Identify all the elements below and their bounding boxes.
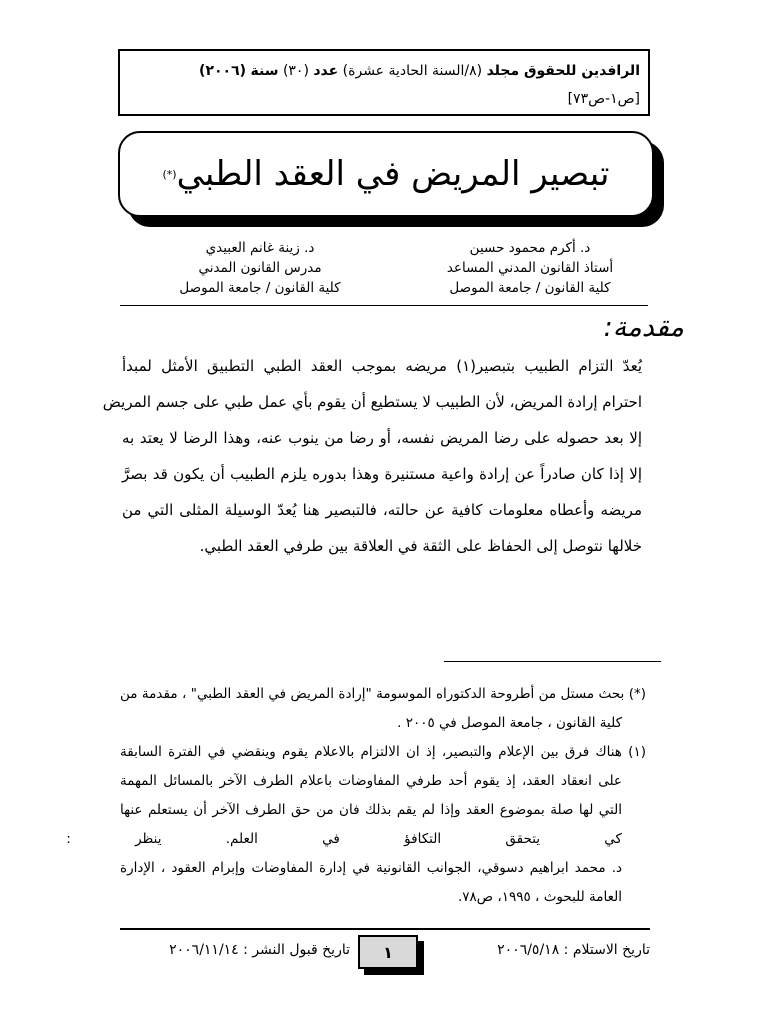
title-box <box>118 131 654 217</box>
year-value: (٢٠٠٦) <box>199 63 247 79</box>
paragraph-line: احترام إرادة المريض، لأن الطبيب لا يستطيع أن يقوم بأي عمل طبي على جسم المريض <box>102 393 642 411</box>
footnote-star-line: (*) بحث مستل من أطروحة الدكتوراه الموسومة "إرادة المريض في العقد الطبي" ، مقدمة من <box>120 686 646 702</box>
issue-number: (٣٠) <box>282 63 309 79</box>
author-name: د. زينة غانم العبيدي <box>205 240 315 256</box>
authors-divider <box>120 305 648 306</box>
footnotes <box>66 680 646 912</box>
issue-label: عدد <box>313 63 339 79</box>
accepted-date: تاريخ قبول النشر : ٢٠٠٦/١١/١٤ <box>169 942 350 958</box>
footer-rule <box>120 928 650 930</box>
page-range: [ص١-ص٧٣] <box>567 91 640 107</box>
author-block-1 <box>430 238 630 298</box>
footnote-1-line: التي لها صلة بموضوع العقد وإذا لم يقم بذلك فان من حق الطرف الآخر أن يستعلم عنها <box>120 802 622 818</box>
paragraph-line: يُعدّ التزام الطبيب بتبصير(١) مريضه بموجب العقد الطبي التطبيق الأمثل لمبدأ <box>122 357 642 375</box>
footnote-1-line: (١) هناك فرق بين الإعلام والتبصير، إذ ان الالتزام بالاعلام يقوم وينقضي في الفترة السابقة <box>120 744 646 760</box>
paragraph-line: إلا بعد حصوله على رضا المريض نفسه، أو رضا من ينوب عنه، وهذا الرضا لا يعتد به <box>122 429 642 447</box>
page-number: ١ <box>358 935 418 969</box>
journal-citation <box>199 61 640 81</box>
journal-header-box <box>118 49 650 116</box>
intro-heading: مقدمة: <box>603 312 684 343</box>
author-position: مدرس القانون المدني <box>198 260 322 276</box>
volume-detail: (٨/السنة الحادية عشرة) <box>342 63 483 79</box>
footnote-star-line: كلية القانون ، جامعة الموصل في ٢٠٠٥ . <box>397 715 622 731</box>
author-affiliation: كلية القانون / جامعة الموصل <box>449 280 611 296</box>
footnote-1-line: د. محمد ابراهيم دسوقي، الجوانب القانونية في إدارة المفاوضات وإبرام العقود ، الإدارة <box>120 860 622 876</box>
author-position: أستاذ القانون المدني المساعد <box>446 260 614 276</box>
journal-name: الرافدين للحقوق مجلد <box>486 63 640 79</box>
year-label: سنة <box>250 63 279 79</box>
intro-paragraph <box>102 348 642 564</box>
author-name: د. أكرم محمود حسين <box>469 240 591 256</box>
received-date: تاريخ الاستلام : ٢٠٠٦/٥/١٨ <box>497 942 650 958</box>
paragraph-line: إلا إذا كان صادراً عن إرادة واعية مستنيرة وهذا بدوره يلزم الطبيب أن يكون قد بصرَّ <box>122 465 642 483</box>
author-affiliation: كلية القانون / جامعة الموصل <box>179 280 341 296</box>
paragraph-line: مريضه وأعطاه معلومات كافية عن حالته، فالتبصير هنا يُعدّ الوسيلة المثلى التي من <box>122 501 642 519</box>
paragraph-line: خلالها نتوصل إلى الحفاظ على الثقة في العلاقة بين طرفي العقد الطبي. <box>199 537 642 555</box>
title-footnote-mark: (*) <box>162 167 177 181</box>
footnote-1-line: العامة للبحوث ، ١٩٩٥، ص٧٨. <box>457 889 622 905</box>
footnote-separator <box>444 661 661 662</box>
author-block-2 <box>150 238 370 298</box>
article-title: تبصير المريض في العقد الطبي <box>176 154 610 194</box>
footnote-1-line: كي يتحقق التكافؤ في العلم. ينظر : <box>66 831 622 847</box>
footnote-1-line: على انعقاد العقد، إذ يقوم أحد طرفي المفاوضات باعلام الطرف الآخر بالمسائل المهمة <box>120 773 622 789</box>
